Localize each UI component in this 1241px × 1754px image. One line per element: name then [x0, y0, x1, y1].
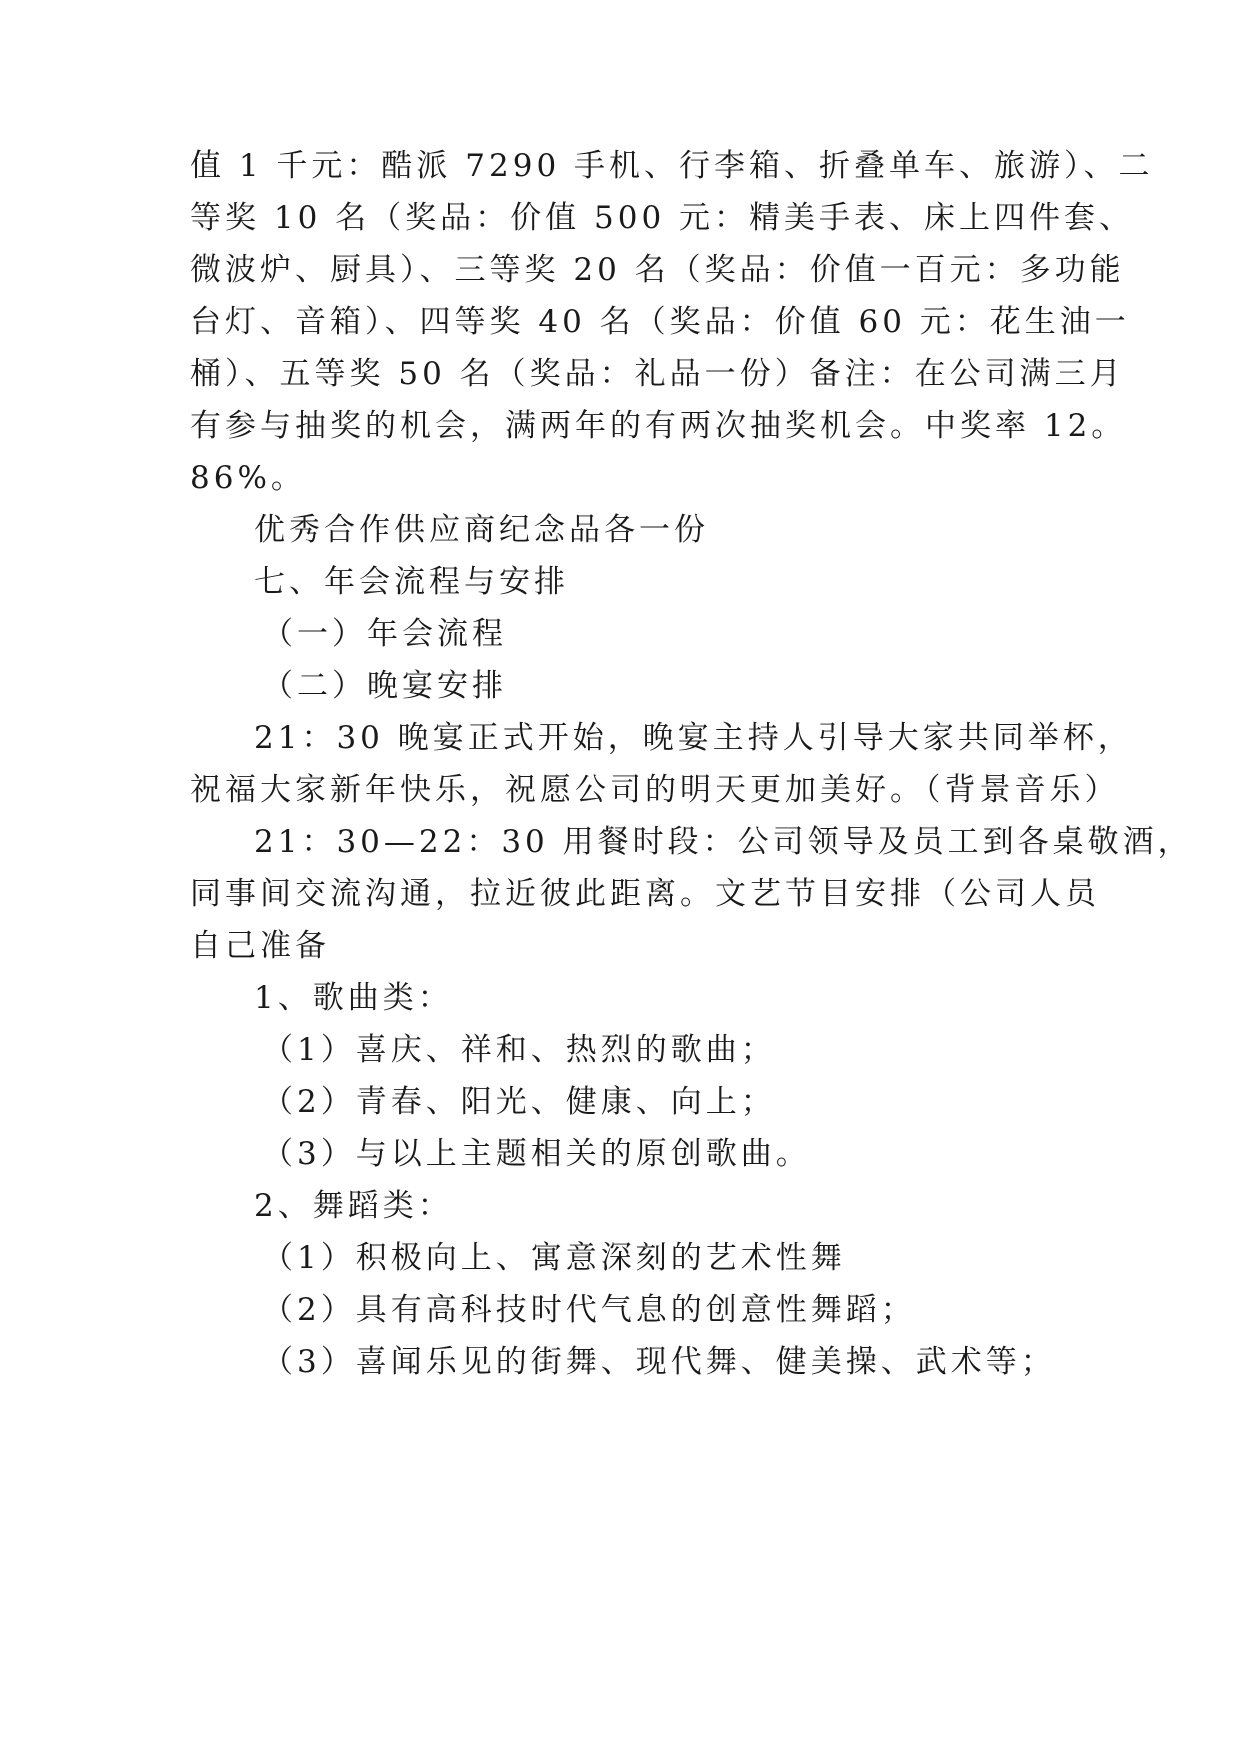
text-line: 21：30 晚宴正式开始，晚宴主持人引导大家共同举杯，: [254, 720, 1133, 756]
list-item: （3）与以上主题相关的原创歌曲。: [262, 1136, 811, 1172]
text-line: 台灯、音箱）、四等奖 40 名（奖品：价值 60 元：花生油一: [190, 304, 1130, 340]
section-heading: 七、年会流程与安排: [254, 564, 569, 600]
list-item: （2）具有高科技时代气息的创意性舞蹈；: [262, 1292, 916, 1328]
text-line: 有参与抽奖的机会，满两年的有两次抽奖机会。中奖率 12。: [190, 408, 1127, 444]
list-heading: 2、舞蹈类：: [254, 1188, 453, 1224]
list-heading: 1、歌曲类：: [254, 980, 453, 1016]
text-line: 21：30—22：30 用餐时段：公司领导及员工到各桌敬酒，: [254, 824, 1193, 860]
list-item: （1）喜庆、祥和、热烈的歌曲；: [262, 1032, 776, 1068]
text-line: 优秀合作供应商纪念品各一份: [254, 512, 709, 548]
list-item: （3）喜闻乐见的街舞、现代舞、健美操、武术等；: [262, 1344, 1056, 1380]
subsection-heading: （一）年会流程: [262, 616, 507, 652]
text-line: 值 1 千元：酷派 7290 手机、行李箱、折叠单车、旅游）、二: [190, 148, 1154, 184]
list-item: （1）积极向上、寓意深刻的艺术性舞: [262, 1240, 846, 1276]
list-item: （2）青春、阳光、健康、向上；: [262, 1084, 776, 1120]
text-line: 等奖 10 名（奖品：价值 500 元：精美手表、床上四件套、: [190, 200, 1135, 236]
text-line: 祝福大家新年快乐，祝愿公司的明天更加美好。（背景音乐）: [190, 772, 1120, 808]
text-line: 微波炉、厨具）、三等奖 20 名（奖品：价值一百元：多功能: [190, 252, 1125, 288]
text-line: 自己准备: [190, 928, 330, 964]
text-line: 86%。: [190, 460, 306, 496]
subsection-heading: （二）晚宴安排: [262, 668, 507, 704]
text-line: 同事间交流沟通，拉近彼此距离。文艺节目安排（公司人员: [190, 876, 1100, 912]
text-line: 桶）、五等奖 50 名（奖品：礼品一份）备注：在公司满三月: [190, 356, 1125, 392]
